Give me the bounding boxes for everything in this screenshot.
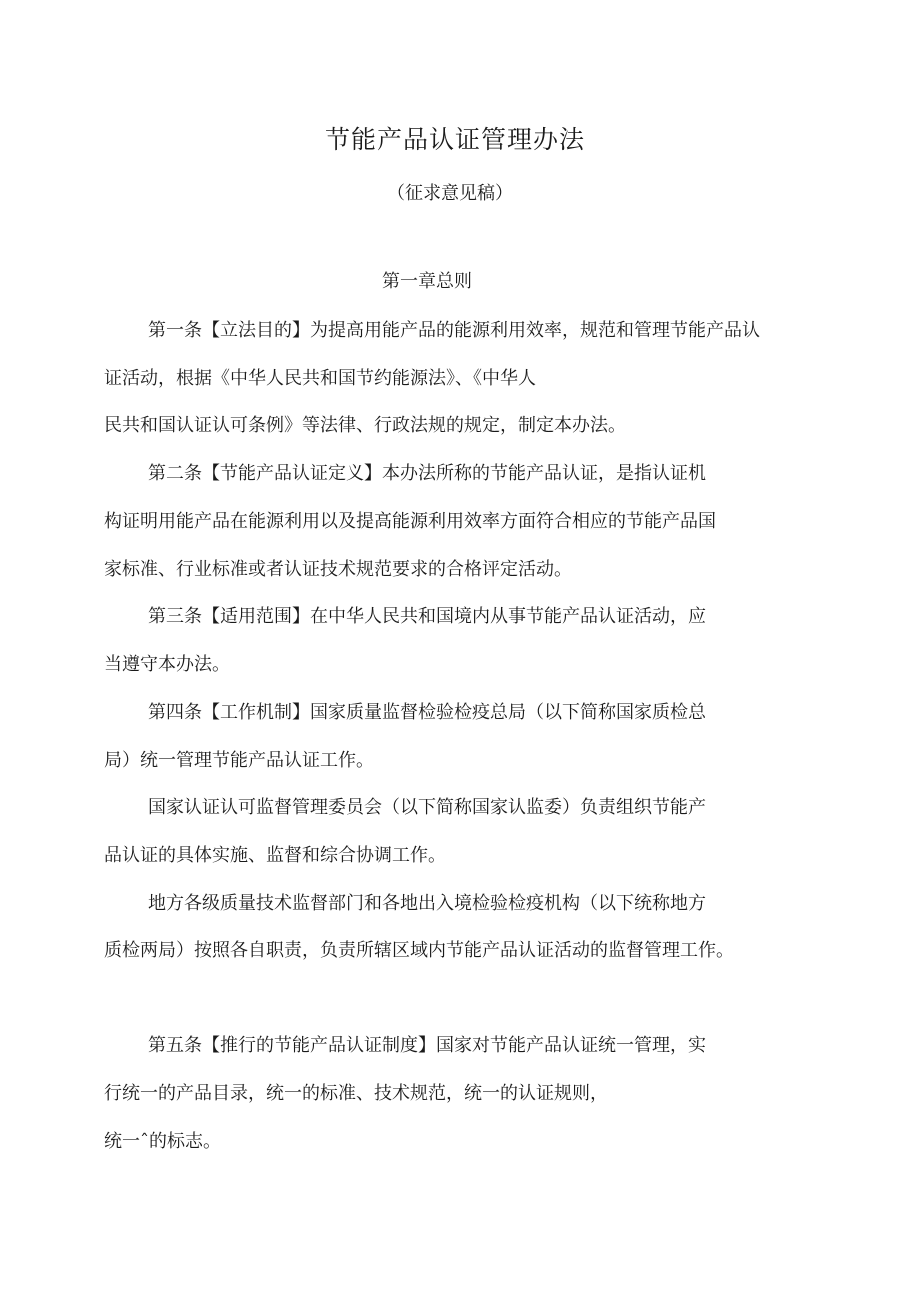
document-subtitle: （征求意见稿） xyxy=(387,183,513,204)
article-4-para-3-line-2: 质检两局）按照各自职责，负责所辖区域内节能产品认证活动的监督管理工作。 xyxy=(104,940,734,961)
document-title: 节能产品认证管理办法 xyxy=(324,125,585,154)
article-4-para-3-line-1: 地方各级质量技术监督部门和各地出入境检验检疫机构（以下统称地方 xyxy=(148,893,706,914)
article-1-line-1: 第一条【立法目的】为提高用能产品的能源利用效率，规范和管理节能产品认 xyxy=(148,320,760,341)
article-5-line-2: 行统一的产品目录，统一的标准、技术规范，统一的认证规则， xyxy=(104,1083,608,1104)
article-4-line-2: 局）统一管理节能产品认证工作。 xyxy=(104,750,374,771)
article-5-line-1: 第五条【推行的节能产品认证制度】国家对节能产品认证统一管理，实 xyxy=(148,1035,706,1056)
article-4-line-1: 第四条【工作机制】国家质量监督检验检疫总局（以下简称国家质检总 xyxy=(148,702,706,723)
article-3-line-1: 第三条【适用范围】在中华人民共和国境内从事节能产品认证活动，应 xyxy=(148,606,706,627)
article-5-line-3: 统一ˆ的标志。 xyxy=(104,1131,221,1152)
article-1-line-3: 民共和国认证认可条例》等法律、行政法规的规定，制定本办法。 xyxy=(104,415,626,436)
article-2-line-1: 第二条【节能产品认证定义】本办法所称的节能产品认证，是指认证机 xyxy=(148,463,706,484)
article-4-para-2-line-1: 国家认证认可监督管理委员会（以下简称国家认监委）负责组织节能产 xyxy=(148,797,706,818)
article-3-line-2: 当遵守本办法。 xyxy=(104,654,230,675)
article-2-line-3: 家标准、行业标准或者认证技术规范要求的合格评定活动。 xyxy=(104,559,572,580)
chapter-heading: 第一章总则 xyxy=(382,271,472,292)
article-1-line-2: 证活动，根据《中华人民共和国节约能源法》、《中华人 xyxy=(104,368,536,389)
article-2-line-2: 构证明用能产品在能源利用以及提高能源利用效率方面符合相应的节能产品国 xyxy=(104,511,716,532)
article-4-para-2-line-2: 品认证的具体实施、监督和综合协调工作。 xyxy=(104,845,446,866)
